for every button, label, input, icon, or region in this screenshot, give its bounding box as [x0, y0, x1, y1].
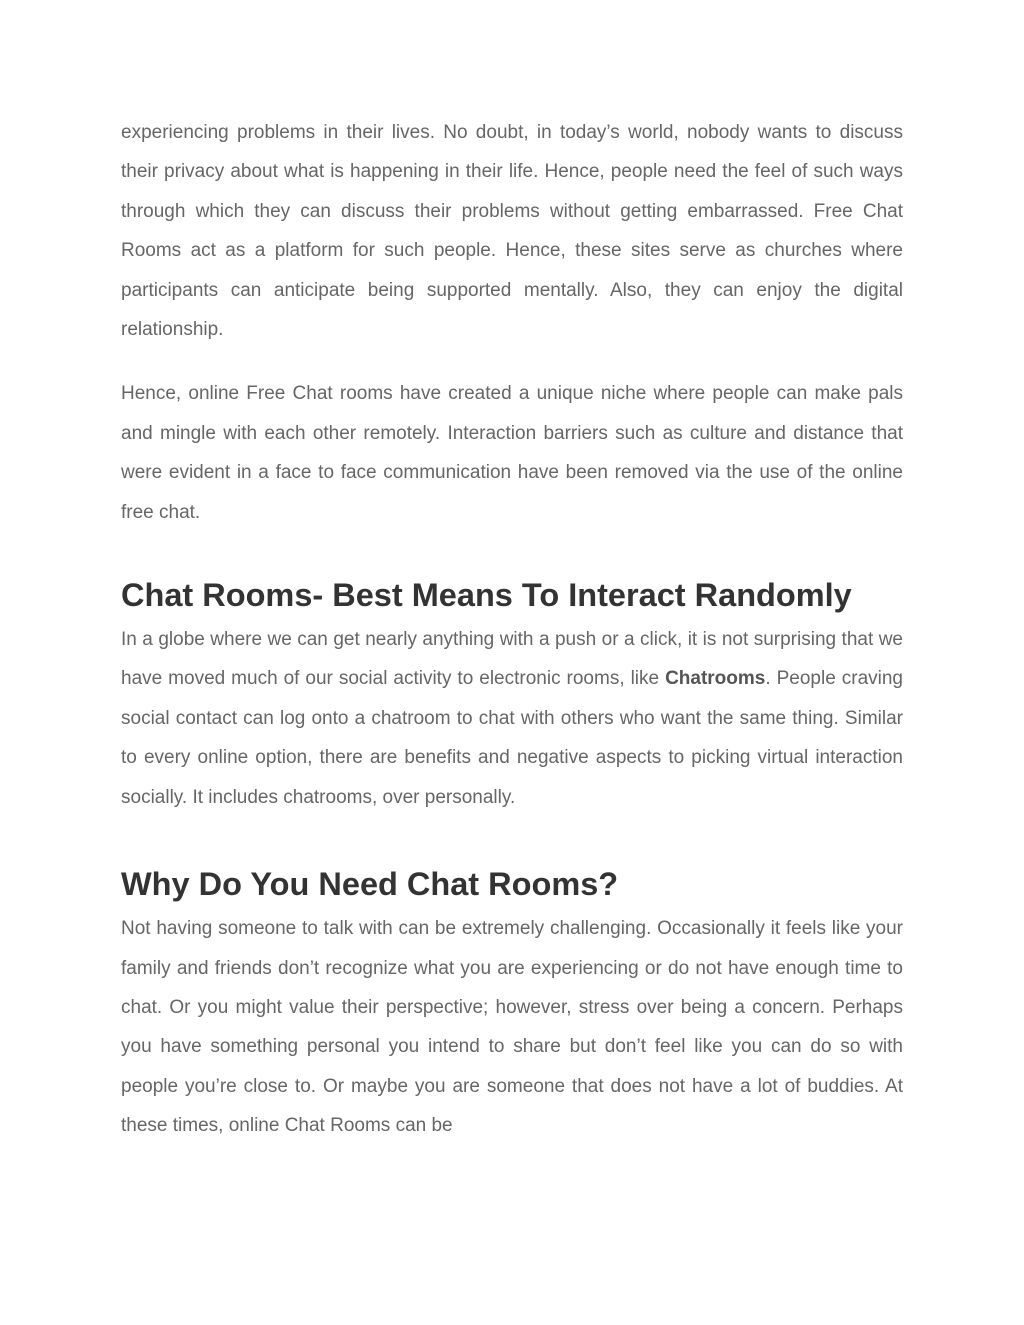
paragraph-chat-rooms-interact [121, 620, 903, 817]
paragraph-text-before: In a globe where we can get nearly anything with a push or a click, it is not surprising that we have moved much of our social activity to electronic rooms, like [121, 629, 903, 690]
paragraph-text-after: . People craving social contact can log onto a chatroom to chat with others who want the same thing. Similar to every online option, there are benefits and negative aspects to picking virtual interaction socially. It includes chatrooms, over personally. [121, 668, 903, 808]
document-page [121, 113, 903, 1146]
chatrooms-bold-term: Chatrooms [665, 668, 766, 690]
paragraph-why-need: Not having someone to talk with can be extremely challenging. Occasionally it feels like your family and friends don’t recognize what you are experiencing or do not have enough time to chat. Or you might value their perspective; however, stress over being a concern. Perhaps you have something personal you intend to share but don’t feel like you can do so with people you’re close to. Or maybe you are someone that does not have a lot of buddies. At these times, online Chat Rooms can be [121, 918, 903, 1137]
paragraph-free-chat-rooms: Hence, online Free Chat rooms have created a unique niche where people can make pals and mingle with each other remotely. Interaction barriers such as culture and distance that were evident in a face to face communication have been removed via the use of the online free chat. [121, 383, 903, 523]
section-heading-interact-randomly: Chat Rooms- Best Means To Interact Randomly [121, 577, 852, 614]
paragraph-intro: experiencing problems in their lives. No doubt, in today’s world, nobody wants to discuss their privacy about what is happening in their life. Hence, people need the feel of such ways through which they can discuss their problems without getting embarrassed. Free Chat Rooms act as a platform for such people. Hence, these sites serve as churches where participants can anticipate being supported mentally. Also, they can enjoy the digital relationship. [121, 122, 903, 341]
section-heading-why-need: Why Do You Need Chat Rooms? [121, 866, 619, 903]
